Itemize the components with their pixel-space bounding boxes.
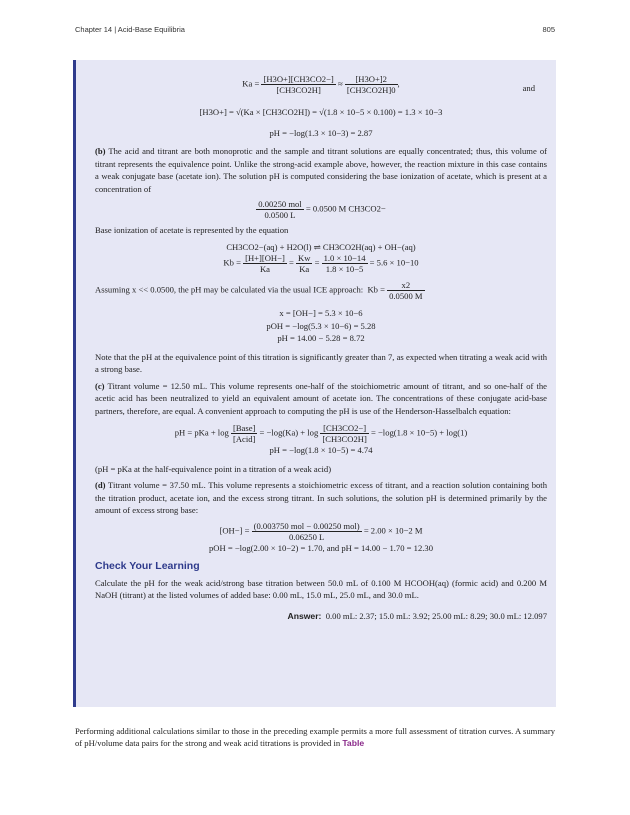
note-paragraph: Note that the pH at the equivalence point of this titration is significantly greater than 7, as expected when titrating a weak acid with a strong base.	[95, 351, 547, 374]
check-answer: Answer: 0.00 mL: 2.37; 15.0 mL: 3.92; 25.00 mL: 8.29; 30.0 mL: 12.097	[287, 610, 547, 621]
ka-fraction-1: $\frac{[H3O+][CH3CO2-]}{[CH3CO2H]}$	[263, 74, 334, 95]
ph-c-equation: pH = −log(1.8 × 10−5) = 4.74	[269, 445, 373, 455]
concentration-equation: $\frac{\text{0.00250 mol}}{0.0500 L}$ = 0.0500 M CH3CO2−	[258, 199, 386, 220]
running-header	[75, 25, 555, 37]
ka-fraction-2: $\frac{[H3O+]2}{[CH3CO2H]0}$	[346, 74, 396, 95]
check-your-learning-heading: Check Your Learning	[95, 560, 200, 572]
poh-b-equation: pOH = −log(5.3 × 10−6) = 5.28	[266, 320, 376, 331]
and-word: and	[522, 83, 535, 93]
table-link[interactable]: Table	[342, 738, 365, 749]
ph-a-equation: pH = −log(1.3 × 10−3) = 2.87	[269, 127, 373, 138]
ph-b-equation: pH = 14.00 − 5.28 = 8.72	[277, 333, 365, 343]
page-number: 805	[542, 25, 555, 34]
poh-d-equation: pOH = −log(2.00 × 10−2) = 1.70, and pH = 14.00 − 1.70 = 12.30	[208, 542, 433, 553]
part-d-paragraph: (d) Titrant volume = 37.50 mL. This volume represents a stoichiometric excess of titrant, and a reaction solution containing both the titration product, acetate ion, and the excess strong titrant. In such solutions, the solution pH is determined primarily by the amount of excess strong base:	[95, 480, 547, 515]
ka-equation: Ka = $\frac{[H3O+][CH3CO2-]}{[CH3CO2H]}$ ≈ $\frac{[H3O+]2}{[CH3CO2H]0}$ , and	[242, 74, 535, 95]
ionization-reaction: CH3CO2−(aq) + H2O(l) ⇌ CH3CO2H(aq) + OH−(aq)	[226, 241, 416, 252]
check-question: Calculate the pH for the weak acid/strong base titration between 50.0 mL of 0.100 M HCOOH(aq) (formic acid) and 0.200 M NaOH (titrant) at the listed volumes of added base: 0.00 mL, 15.0 mL, 25.0 mL, and 30.0 mL.	[95, 577, 547, 600]
h3o-equation: [H3O+] = √(Ka × [CH3CO2H]) = √(1.8 × 10−5 × 0.100) = 1.3 × 10−3	[199, 107, 443, 117]
half-equivalence-note: (pH = pKa at the half-equivalence point in a titration of a weak acid)	[95, 463, 332, 474]
following-paragraph: Performing additional calculations similar to those in the preceding example permits a more full assessment of titration curves. A summary of pH/volume data pairs for the strong and weak acid titrations is provided in Table	[75, 725, 555, 749]
ice-approach-line: Assuming x << 0.0500, the pH may be calculated via the usual ICE approach: Kb = $\frac{x2}{0.0500 M}$	[95, 280, 423, 301]
base-ionization-text: Base ionization of acetate is represented by the equation	[95, 225, 289, 235]
part-b-paragraph: (b) The acid and titrant are both monoprotic and the sample and titrant solutions are equally concentrated; thus, this volume of titrant represents the equivalence point. Unlike the strong-acid example above, however, the reaction mixture in this case contains a weak conjugate base (acetate ion). The solution pH is computed considering the base ionization of acetate, which is present at a concentration of	[95, 146, 547, 194]
ka-lhs: Ka =	[242, 78, 260, 89]
oh-equation: [OH−] = $\frac{\text{(0.003750 mol − 0.00250 mol)}}{0.06250 L}$ = 2.00 × 10−2 M	[219, 520, 423, 542]
example-box	[73, 60, 556, 707]
henderson-hasselbalch-equation: pH = pKa + log $\frac{\text{[Base]}}{\text{[Acid]}}$ = −log(Ka) + log $\frac{[CH3CO2-]}{[CH3CO2H]}$ = −log(1.8 × 10−5) + log(1)	[174, 423, 468, 444]
x-equation: x = [OH−] = 5.3 × 10−6	[279, 308, 363, 318]
approx-sign: ≈	[337, 78, 343, 89]
kb-equation: Kb = $\frac{[H+][OH-]}{Ka}$ = $\frac{Kw}{Ka}$ = $\frac{1.0 \times 10-14}{1.8 \times 10-5}$ = 5.6 × 10−10	[223, 253, 419, 274]
part-c-paragraph: (c) Titrant volume = 12.50 mL. This volume represents one-half of the stoichiometric amount of titrant, and so one-half of the acetic acid has been neutralized to yield an equivalent amount of acetate ion. The concentrations of these conjugate acid-base partners, therefore, are equal. A convenient approach to computing the pH is use of the Henderson-Hasselbalch equation:	[95, 380, 547, 416]
chapter-title: Chapter 14 | Acid-Base Equilibria	[75, 25, 185, 34]
